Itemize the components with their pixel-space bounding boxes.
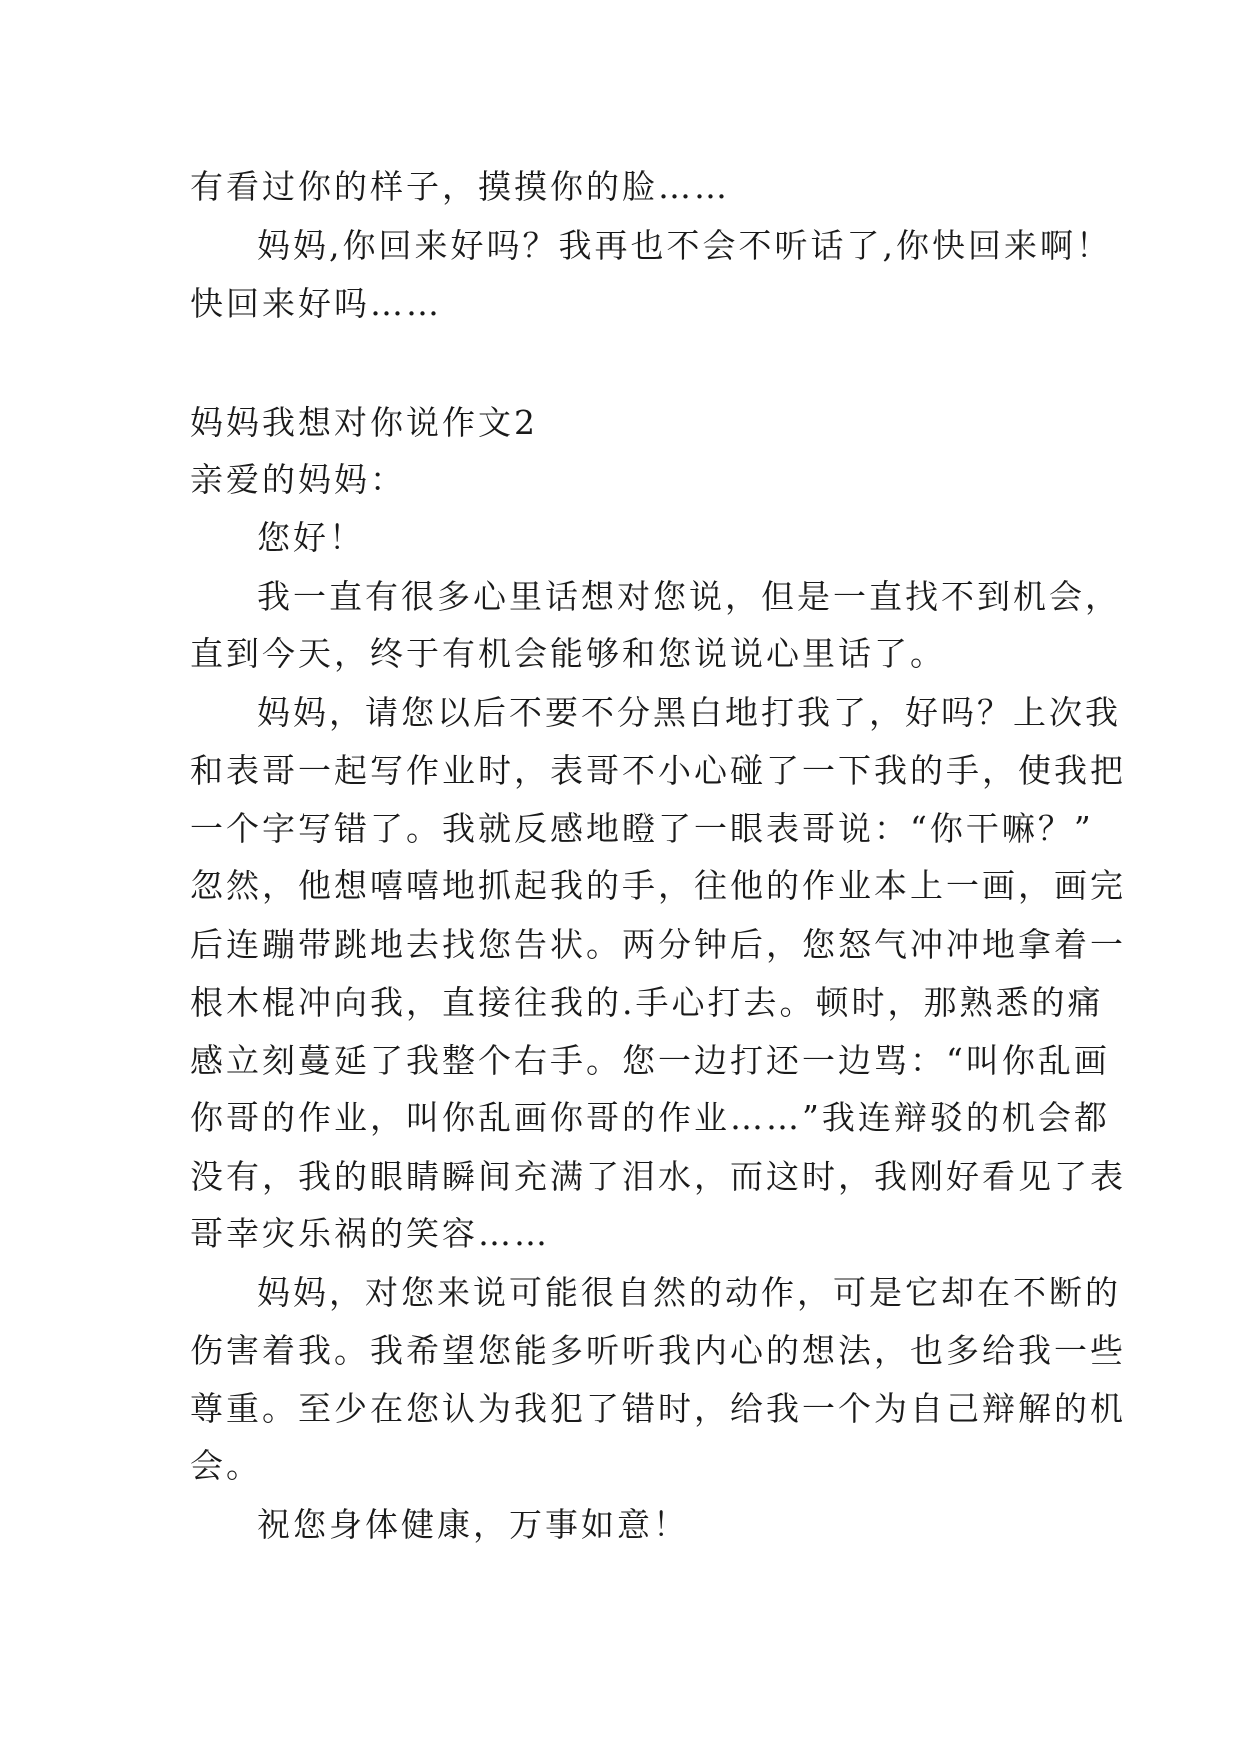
text-line: 后连蹦带跳地去找您告状。两分钟后，您怒气冲冲地拿着一 xyxy=(190,925,1126,964)
text-line: 尊重。至少在您认为我犯了错时，给我一个为自己辩解的机 xyxy=(190,1389,1126,1428)
text-line: 伤害着我。我希望您能多听听我内心的想法，也多给我一些 xyxy=(190,1331,1126,1370)
text-line: 和表哥一起写作业时，表哥不小心碰了一下我的手，使我把 xyxy=(190,751,1126,790)
text-line: 哥幸灾乐祸的笑容…… xyxy=(190,1214,550,1253)
greeting: 您好！ xyxy=(257,518,365,557)
text-line: 快回来好吗…… xyxy=(190,284,442,323)
closing-wish: 祝您身体健康，万事如意！ xyxy=(257,1505,689,1544)
text-line: 感立刻蔓延了我整个右手。您一边打还一边骂：“叫你乱画 xyxy=(190,1041,1110,1080)
section-title: 妈妈我想对你说作文2 xyxy=(190,403,538,442)
text-line: 妈妈,你回来好吗？我再也不会不听话了,你快回来啊！ xyxy=(257,226,1112,265)
text-line: 妈妈，对您来说可能很自然的动作，可是它却在不断的 xyxy=(257,1273,1121,1312)
text-line: 我一直有很多心里话想对您说，但是一直找不到机会， xyxy=(257,577,1121,616)
text-line: 一个字写错了。我就反感地瞪了一眼表哥说：“你干嘛？” xyxy=(190,809,1094,848)
text-line: 忽然，他想嘻嘻地抓起我的手，往他的作业本上一画，画完 xyxy=(190,866,1126,905)
text-line: 你哥的作业，叫你乱画你哥的作业……”我连辩驳的机会都 xyxy=(190,1098,1110,1137)
text-line: 有看过你的样子，摸摸你的脸…… xyxy=(190,167,730,206)
text-line: 会。 xyxy=(190,1446,262,1485)
text-line: 妈妈，请您以后不要不分黑白地打我了，好吗？上次我 xyxy=(257,693,1121,732)
text-line: 没有，我的眼睛瞬间充满了泪水，而这时，我刚好看见了表 xyxy=(190,1157,1126,1196)
text-line: 根木棍冲向我，直接往我的.手心打去。顿时，那熟悉的痛 xyxy=(190,983,1104,1022)
text-line: 直到今天，终于有机会能够和您说说心里话了。 xyxy=(190,634,946,673)
salutation: 亲爱的妈妈： xyxy=(190,460,406,499)
